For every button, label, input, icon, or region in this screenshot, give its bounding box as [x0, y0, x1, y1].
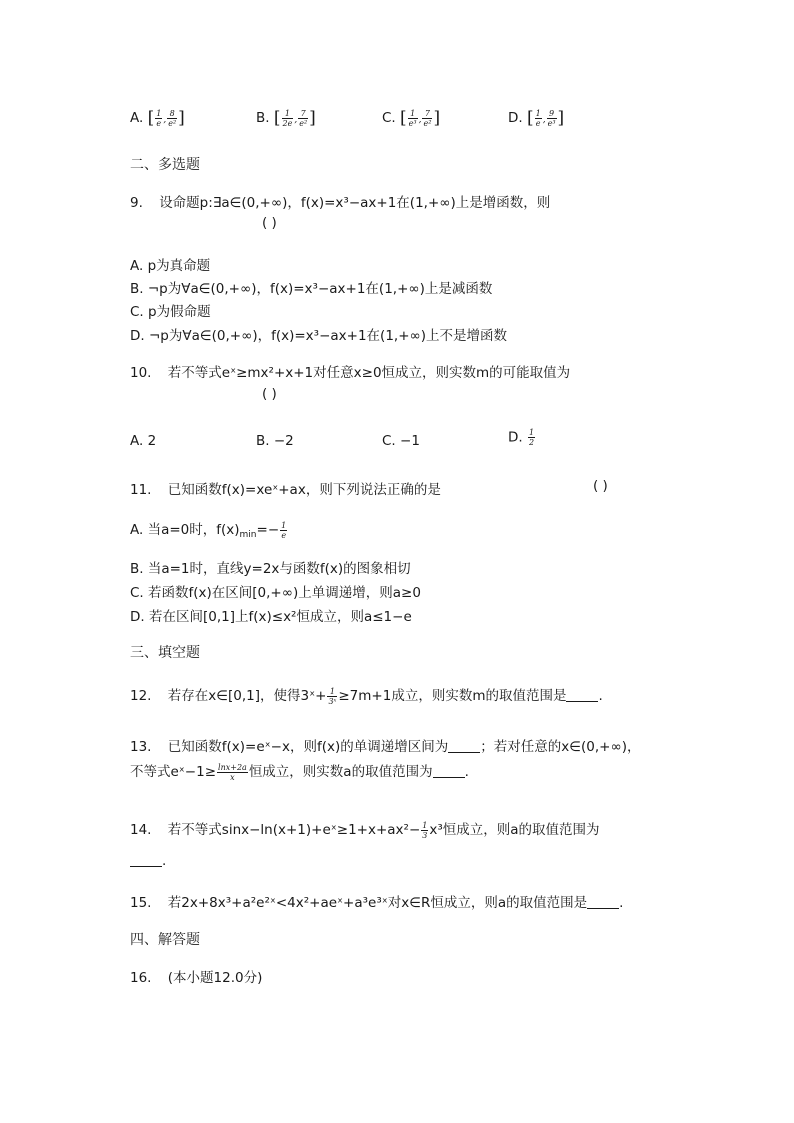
question-10-option-c: C. −1 [382, 433, 420, 449]
answer-blank [130, 854, 162, 867]
question-11-option-c: C. 若函数f(x)在区间[0,+∞)上单调递增，则a≥0 [130, 585, 421, 601]
question-11-option-a: A. 当a=0时，$f(x)_{min}=-$ $\frac{1}{e}$ [130, 520, 287, 540]
question-14-blank-line: . [130, 853, 166, 869]
question-9-option-b: B. ¬p为∀a∈(0,+∞)，f(x)=x³−ax+1在(1,+∞)上是减函数 [130, 281, 493, 297]
question-13-line-1: 13. 已知函数f(x)=eˣ−x，则f(x)的单调递增区间为 ；若对任意的x∈(0,+∞)， [130, 739, 641, 755]
question-number: 14. [130, 822, 152, 838]
question-10-option-b: B. −2 [256, 433, 294, 449]
question-9-option-d: D. ¬p为∀a∈(0,+∞)，f(x)=x³−ax+1在(1,+∞)上不是增函数 [130, 328, 508, 344]
option-label: D. [508, 110, 523, 126]
question-11-option-b: B. 当a=1时，直线y=2x与函数f(x)的图象相切 [130, 561, 411, 577]
answer-blank [433, 765, 465, 778]
question-9-stem: 9. 设命题p:∃a∈(0,+∞)，f(x)=x³−ax+1在(1,+∞)上是增函数，则 [130, 195, 551, 211]
question-number: 9. [130, 195, 143, 211]
option-label: C. [382, 110, 396, 126]
question-16: 16. (本小题12.0分) [130, 970, 263, 986]
answer-parentheses: ( ) [262, 215, 277, 231]
q8-option-c: C. [ $\frac{1}{\text{e³}}$ , $\frac{7}{\text{e²}}$ ] [382, 108, 441, 128]
q8-option-b: B. [ $\frac{1}{2e}$ , $\frac{7}{\text{e²}}$ ] [256, 108, 316, 128]
question-11-option-d: D. 若在区间[0,1]上f(x)≤x²恒成立，则a≤1−e [130, 609, 412, 625]
q8-option-a: A. [ $\frac{1}{e}$ , $\frac{8}{\text{e²}}$ ] [130, 108, 185, 128]
question-10-option-d: D. $\frac{1}{2}$ [508, 428, 535, 447]
question-number: 12. [130, 688, 152, 704]
answer-parentheses: ( ) [593, 478, 608, 494]
option-label: B. [256, 110, 270, 126]
question-14: 14. 若不等式sinx−ln(x+1)+eˣ≥1+x+ax²− $\frac{1}{3}$ x³恒成立，则a的取值范围为 [130, 820, 600, 840]
question-number: 10. [130, 365, 152, 381]
question-number: 15. [130, 895, 152, 911]
answer-blank [587, 896, 619, 909]
option-label: A. [130, 110, 144, 126]
section-heading-multiple-choice: 二、多选题 [130, 157, 200, 173]
question-15: 15. 若2x+8x³+a²e²ˣ<4x²+aeˣ+a³e³ˣ对x∈R恒成立，则a的取值范围是 . [130, 895, 624, 911]
question-13-line-2: 不等式eˣ−1≥ $\frac{\ln x+2a}{x}$ 恒成立，则实数a的取值范围为 . [130, 762, 469, 782]
question-number: 16. [130, 970, 152, 986]
section-heading-fill-in: 三、填空题 [130, 645, 200, 661]
question-number: 13. [130, 739, 152, 755]
question-9-option-a: A. p为真命题 [130, 258, 211, 274]
question-number: 11. [130, 482, 152, 498]
question-12: 12. 若存在x∈[0,1]，使得3ˣ+ $\frac{1}{\text{3ˣ}}$ ≥7m+1成立，则实数m的取值范围是 . [130, 686, 603, 706]
question-10-option-a: A. 2 [130, 433, 157, 449]
question-9-option-c: C. p为假命题 [130, 304, 211, 320]
question-10-stem: 10. 若不等式eˣ≥mx²+x+1对任意x≥0恒成立，则实数m的可能取值为 [130, 365, 571, 381]
section-heading-solutions: 四、解答题 [130, 932, 200, 948]
question-11-stem: 11. 已知函数f(x)=xeˣ+ax，则下列说法正确的是 [130, 482, 441, 498]
answer-blank [566, 689, 598, 702]
q8-option-d: D. [ $\frac{1}{e}$ , $\frac{9}{\text{e³}}$ ] [508, 108, 565, 128]
answer-blank [448, 740, 480, 753]
answer-parentheses: ( ) [262, 386, 277, 402]
